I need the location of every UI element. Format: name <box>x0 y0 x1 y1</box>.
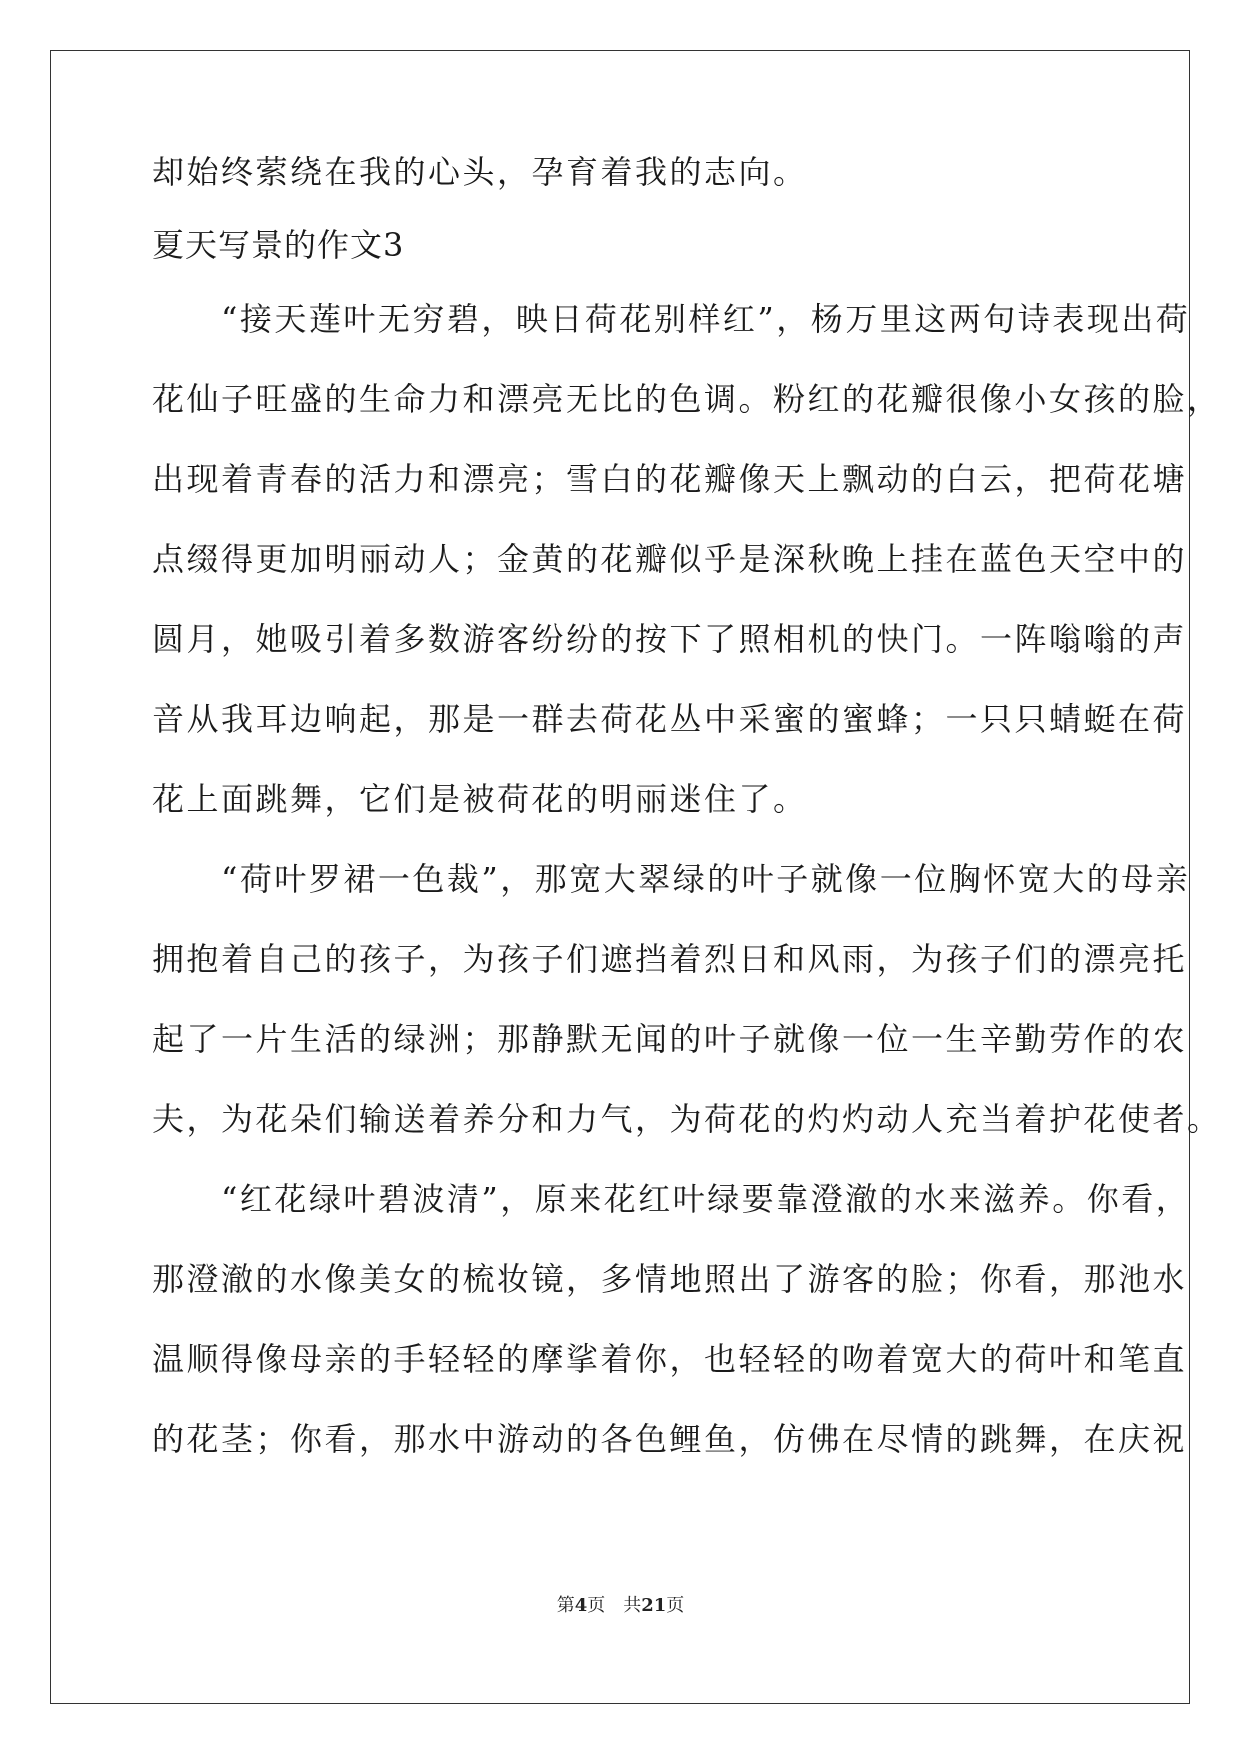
page-footer <box>0 1594 1241 1618</box>
text-line: 花仙子旺盛的生命力和漂亮无比的色调。粉红的花瓣很像小女孩的脸， <box>152 380 1222 418</box>
text-line: 起了一片生活的绿洲；那静默无闻的叶子就像一位一生辛勤劳作的农 <box>152 1020 1188 1058</box>
text-line: 点缀得更加明丽动人；金黄的花瓣似乎是深秋晚上挂在蓝色天空中的 <box>152 540 1188 578</box>
text-line: 温顺得像母亲的手轻轻的摩挲着你，也轻轻的吻着宽大的荷叶和笔直 <box>152 1340 1188 1378</box>
current-page-number: 4 <box>574 1595 588 1616</box>
text-line: 夫，为花朵们输送着养分和力气，为荷花的灼灼动人充当着护花使者。 <box>152 1100 1222 1138</box>
text-line: 却始终萦绕在我的心头，孕育着我的志向。 <box>152 153 808 191</box>
text-line: 的花茎；你看，那水中游动的各色鲤鱼，仿佛在尽情的跳舞，在庆祝 <box>152 1420 1188 1458</box>
text-line: 圆月，她吸引着多数游客纷纷的按下了照相机的快门。一阵嗡嗡的声 <box>152 620 1188 658</box>
text-line: 出现着青春的活力和漂亮；雪白的花瓣像天上飘动的白云，把荷花塘 <box>152 460 1188 498</box>
text-line: “荷叶罗裙一色裁”，那宽大翠绿的叶子就像一位胸怀宽大的母亲 <box>152 860 1191 898</box>
text-line: 拥抱着自己的孩子，为孩子们遮挡着烈日和风雨，为孩子们的漂亮托 <box>152 940 1188 978</box>
text-line: 音从我耳边响起，那是一群去荷花丛中采蜜的蜜蜂；一只只蜻蜓在荷 <box>152 700 1188 738</box>
section-heading: 夏天写景的作文3 <box>152 226 405 264</box>
footer-prefix: 第 <box>556 1595 575 1616</box>
footer-mid: 页 共 <box>587 1595 642 1616</box>
total-pages-number: 21 <box>641 1595 667 1616</box>
text-line: “红花绿叶碧波清”，原来花红叶绿要靠澄澈的水来滋养。你看， <box>152 1180 1191 1218</box>
footer-suffix: 页 <box>666 1595 685 1616</box>
text-line: “接天莲叶无穷碧，映日荷花别样红”，杨万里这两句诗表现出荷 <box>152 300 1191 338</box>
text-line: 花上面跳舞，它们是被荷花的明丽迷住了。 <box>152 780 808 818</box>
text-line: 那澄澈的水像美女的梳妆镜，多情地照出了游客的脸；你看，那池水 <box>152 1260 1188 1298</box>
